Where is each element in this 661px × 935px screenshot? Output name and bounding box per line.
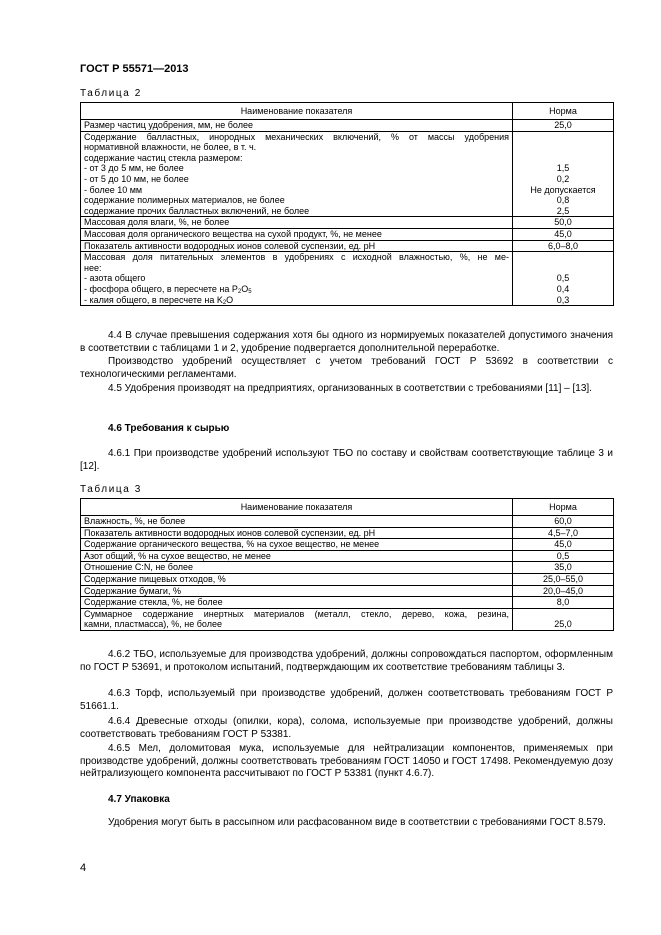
document-header: ГОСТ Р 55571—2013 bbox=[80, 63, 189, 75]
paragraph-4-6-2: 4.6.2 ТБО, используемые для производства удобрений, должны сопровождаться паспортом, оформленным по ГОСТ Р 53691, и протоколом испытаний, подтверждающим их соответствие требованиям таблицы 3. bbox=[80, 649, 613, 673]
table-3-col-norm: Норма bbox=[513, 499, 614, 516]
cell-line: содержание полимерных материалов, не более bbox=[84, 195, 285, 206]
subscript: 5 bbox=[248, 288, 252, 295]
table-3-col-name: Наименование показателя bbox=[81, 499, 513, 516]
cell-line: 0,5 bbox=[556, 273, 570, 284]
table-cell-norm: 8,0 bbox=[513, 597, 614, 609]
table-cell-name: Содержание бумаги, % bbox=[81, 585, 513, 597]
cell-line: Массовая доля питательных элементов в удобрениях с исходной влажностью, %, не ме- bbox=[84, 252, 509, 263]
table-cell-name: Показатель активности водородных ионов солевой суспензии, ед. pH bbox=[81, 240, 513, 252]
paragraph-4-6-5: 4.6.5 Мел, доломитовая мука, используемые для нейтрализации компонентов, применяемых при производстве удобрений, должны соответствовать требованиям ГОСТ 14050 и ГОСТ 17498. Рекомендуемую дозу нейтрализующего компонента рассчитывают по ГОСТ Р 53381 (пункт 4.6.7). bbox=[80, 743, 613, 779]
paragraph-4-6-4: 4.6.4 Древесные отходы (опилки, кора), солома, используемые при производстве удобрений, должны соответствовать требованиям ГОСТ Р 53381. bbox=[80, 716, 613, 740]
table-3 bbox=[80, 498, 614, 631]
cell-line: - от 3 до 5 мм, не более bbox=[84, 163, 184, 174]
table-row bbox=[81, 550, 614, 562]
cell-line: содержание частиц стекла размером: bbox=[84, 152, 243, 163]
text-run: - калия общего, в пересчете на K bbox=[84, 294, 223, 305]
table-cell-norm: 60,0 bbox=[513, 516, 614, 528]
table-row bbox=[81, 131, 614, 217]
table-cell-name: Содержание стекла, %, не более bbox=[81, 597, 513, 609]
table-2 bbox=[80, 102, 614, 306]
table-cell-name: Влажность, %, не более bbox=[81, 516, 513, 528]
table-cell-norm bbox=[513, 252, 614, 306]
table-cell-name: Массовая доля органического вещества на сухой продукт, %, не менее bbox=[81, 228, 513, 240]
table-cell-name bbox=[81, 131, 513, 217]
section-4-7-heading: 4.7 Упаковка bbox=[108, 794, 170, 805]
table-2-col-norm: Норма bbox=[513, 103, 614, 120]
cell-line: 2,5 bbox=[556, 205, 570, 216]
table-cell-norm: 20,0–45,0 bbox=[513, 585, 614, 597]
table-row bbox=[81, 240, 614, 252]
cell-line: Суммарное содержание инертных материалов (металл, стекло, дерево, кожа, резина, bbox=[84, 608, 509, 619]
cell-line bbox=[84, 295, 509, 306]
table-cell-name bbox=[81, 608, 513, 630]
table-row bbox=[81, 562, 614, 574]
table-cell-norm: 6,0–8,0 bbox=[513, 240, 614, 252]
table-2-col-name: Наименование показателя bbox=[81, 103, 513, 120]
table-2-caption: Таблица 2 bbox=[80, 88, 142, 99]
table-cell-norm: 35,0 bbox=[513, 562, 614, 574]
table-row bbox=[81, 252, 614, 306]
cell-line: содержание прочих балластных включений, не более bbox=[84, 205, 310, 216]
table-row bbox=[81, 120, 614, 132]
text-run: O bbox=[226, 294, 234, 305]
paragraph-4-7: Удобрения могут быть в рассыпном или расфасованном виде в соответствии с требованиями ГОСТ 8.579. bbox=[108, 817, 606, 828]
paragraph-4-6-3: 4.6.3 Торф, используемый при производстве удобрений, должен соответствовать требованиям ГОСТ Р 51661.1. bbox=[80, 688, 613, 712]
table-row bbox=[81, 585, 614, 597]
table-row bbox=[81, 573, 614, 585]
text-run: - фосфора общего, в пересчете на P bbox=[84, 283, 238, 294]
page-number: 4 bbox=[80, 862, 87, 874]
table-row bbox=[81, 527, 614, 539]
table-cell-norm: 45,0 bbox=[513, 228, 614, 240]
table-cell-norm: 25,0 bbox=[513, 608, 614, 630]
table-cell-name bbox=[81, 252, 513, 306]
table-3-header-row bbox=[81, 499, 614, 516]
cell-line: 0,2 bbox=[556, 173, 570, 184]
table-cell-norm: 45,0 bbox=[513, 539, 614, 551]
cell-line: 0,3 bbox=[556, 294, 570, 305]
paragraph-4-4: 4.4 В случае превышения содержания хотя бы одного из нормируемых показателей допустимого значения в соответствии с таблицами 1 и 2, удобрение подвергается дополнительной переработке. bbox=[80, 330, 613, 354]
table-cell-name: Отношение C:N, не более bbox=[81, 562, 513, 574]
table-cell-name: Содержание пищевых отходов, % bbox=[81, 573, 513, 585]
cell-line: 0,8 bbox=[556, 195, 570, 206]
cell-line: 1,5 bbox=[556, 163, 570, 174]
table-cell-norm: 0,5 bbox=[513, 550, 614, 562]
cell-line: 0,4 bbox=[556, 283, 570, 294]
table-cell-norm: 25,0 bbox=[513, 120, 614, 132]
cell-line: Содержание балластных, инородных механических включений, % от массы удобрения bbox=[84, 131, 509, 142]
cell-line: - более 10 мм bbox=[84, 184, 143, 195]
table-row bbox=[81, 516, 614, 528]
subscript: 2 bbox=[222, 299, 227, 306]
table-row bbox=[81, 228, 614, 240]
table-cell-norm: 4,5–7,0 bbox=[513, 527, 614, 539]
cell-line: - от 5 до 10 мм, не более bbox=[84, 173, 189, 184]
subscript: 2 bbox=[237, 288, 242, 295]
table-row bbox=[81, 597, 614, 609]
section-4-6-heading: 4.6 Требования к сырью bbox=[108, 423, 230, 434]
table-row bbox=[81, 608, 614, 630]
table-cell-name: Показатель активности водородных ионов солевой суспензии, ед. pH bbox=[81, 527, 513, 539]
table-2-header-row bbox=[81, 103, 614, 120]
table-cell-name: Массовая доля влаги, %, не более bbox=[81, 217, 513, 229]
cell-line: нее: bbox=[84, 262, 102, 273]
cell-line: нормативной влажности, не более, в т. ч. bbox=[84, 142, 257, 153]
cell-line: Не допускается bbox=[530, 184, 596, 195]
paragraph-4-4-production: Производство удобрений осуществляет с учетом требований ГОСТ Р 53692 в соответствии с технологическими регламентами. bbox=[80, 356, 613, 380]
table-row bbox=[81, 539, 614, 551]
table-cell-name: Содержание органического вещества, % на сухое вещество, не менее bbox=[81, 539, 513, 551]
table-cell-norm: 50,0 bbox=[513, 217, 614, 229]
table-cell-norm bbox=[513, 131, 614, 217]
cell-line: - азота общего bbox=[84, 273, 146, 284]
text-run: O bbox=[241, 283, 249, 294]
table-cell-name: Размер частиц удобрения, мм, не более bbox=[81, 120, 513, 132]
cell-line: камни, пластмасса), %, не более bbox=[84, 619, 222, 630]
table-cell-norm: 25,0–55,0 bbox=[513, 573, 614, 585]
cell-line bbox=[84, 284, 509, 295]
table-cell-name: Азот общий, % на сухое вещество, не менее bbox=[81, 550, 513, 562]
paragraph-4-5: 4.5 Удобрения производят на предприятиях, организованных в соответствии с требованиями [11] – [13]. bbox=[108, 383, 592, 394]
table-3-caption: Таблица 3 bbox=[80, 484, 142, 495]
paragraph-4-6-1: 4.6.1 При производстве удобрений используют ТБО по составу и свойствам соответствующие таблице 3 и [12]. bbox=[80, 448, 613, 472]
table-row bbox=[81, 217, 614, 229]
